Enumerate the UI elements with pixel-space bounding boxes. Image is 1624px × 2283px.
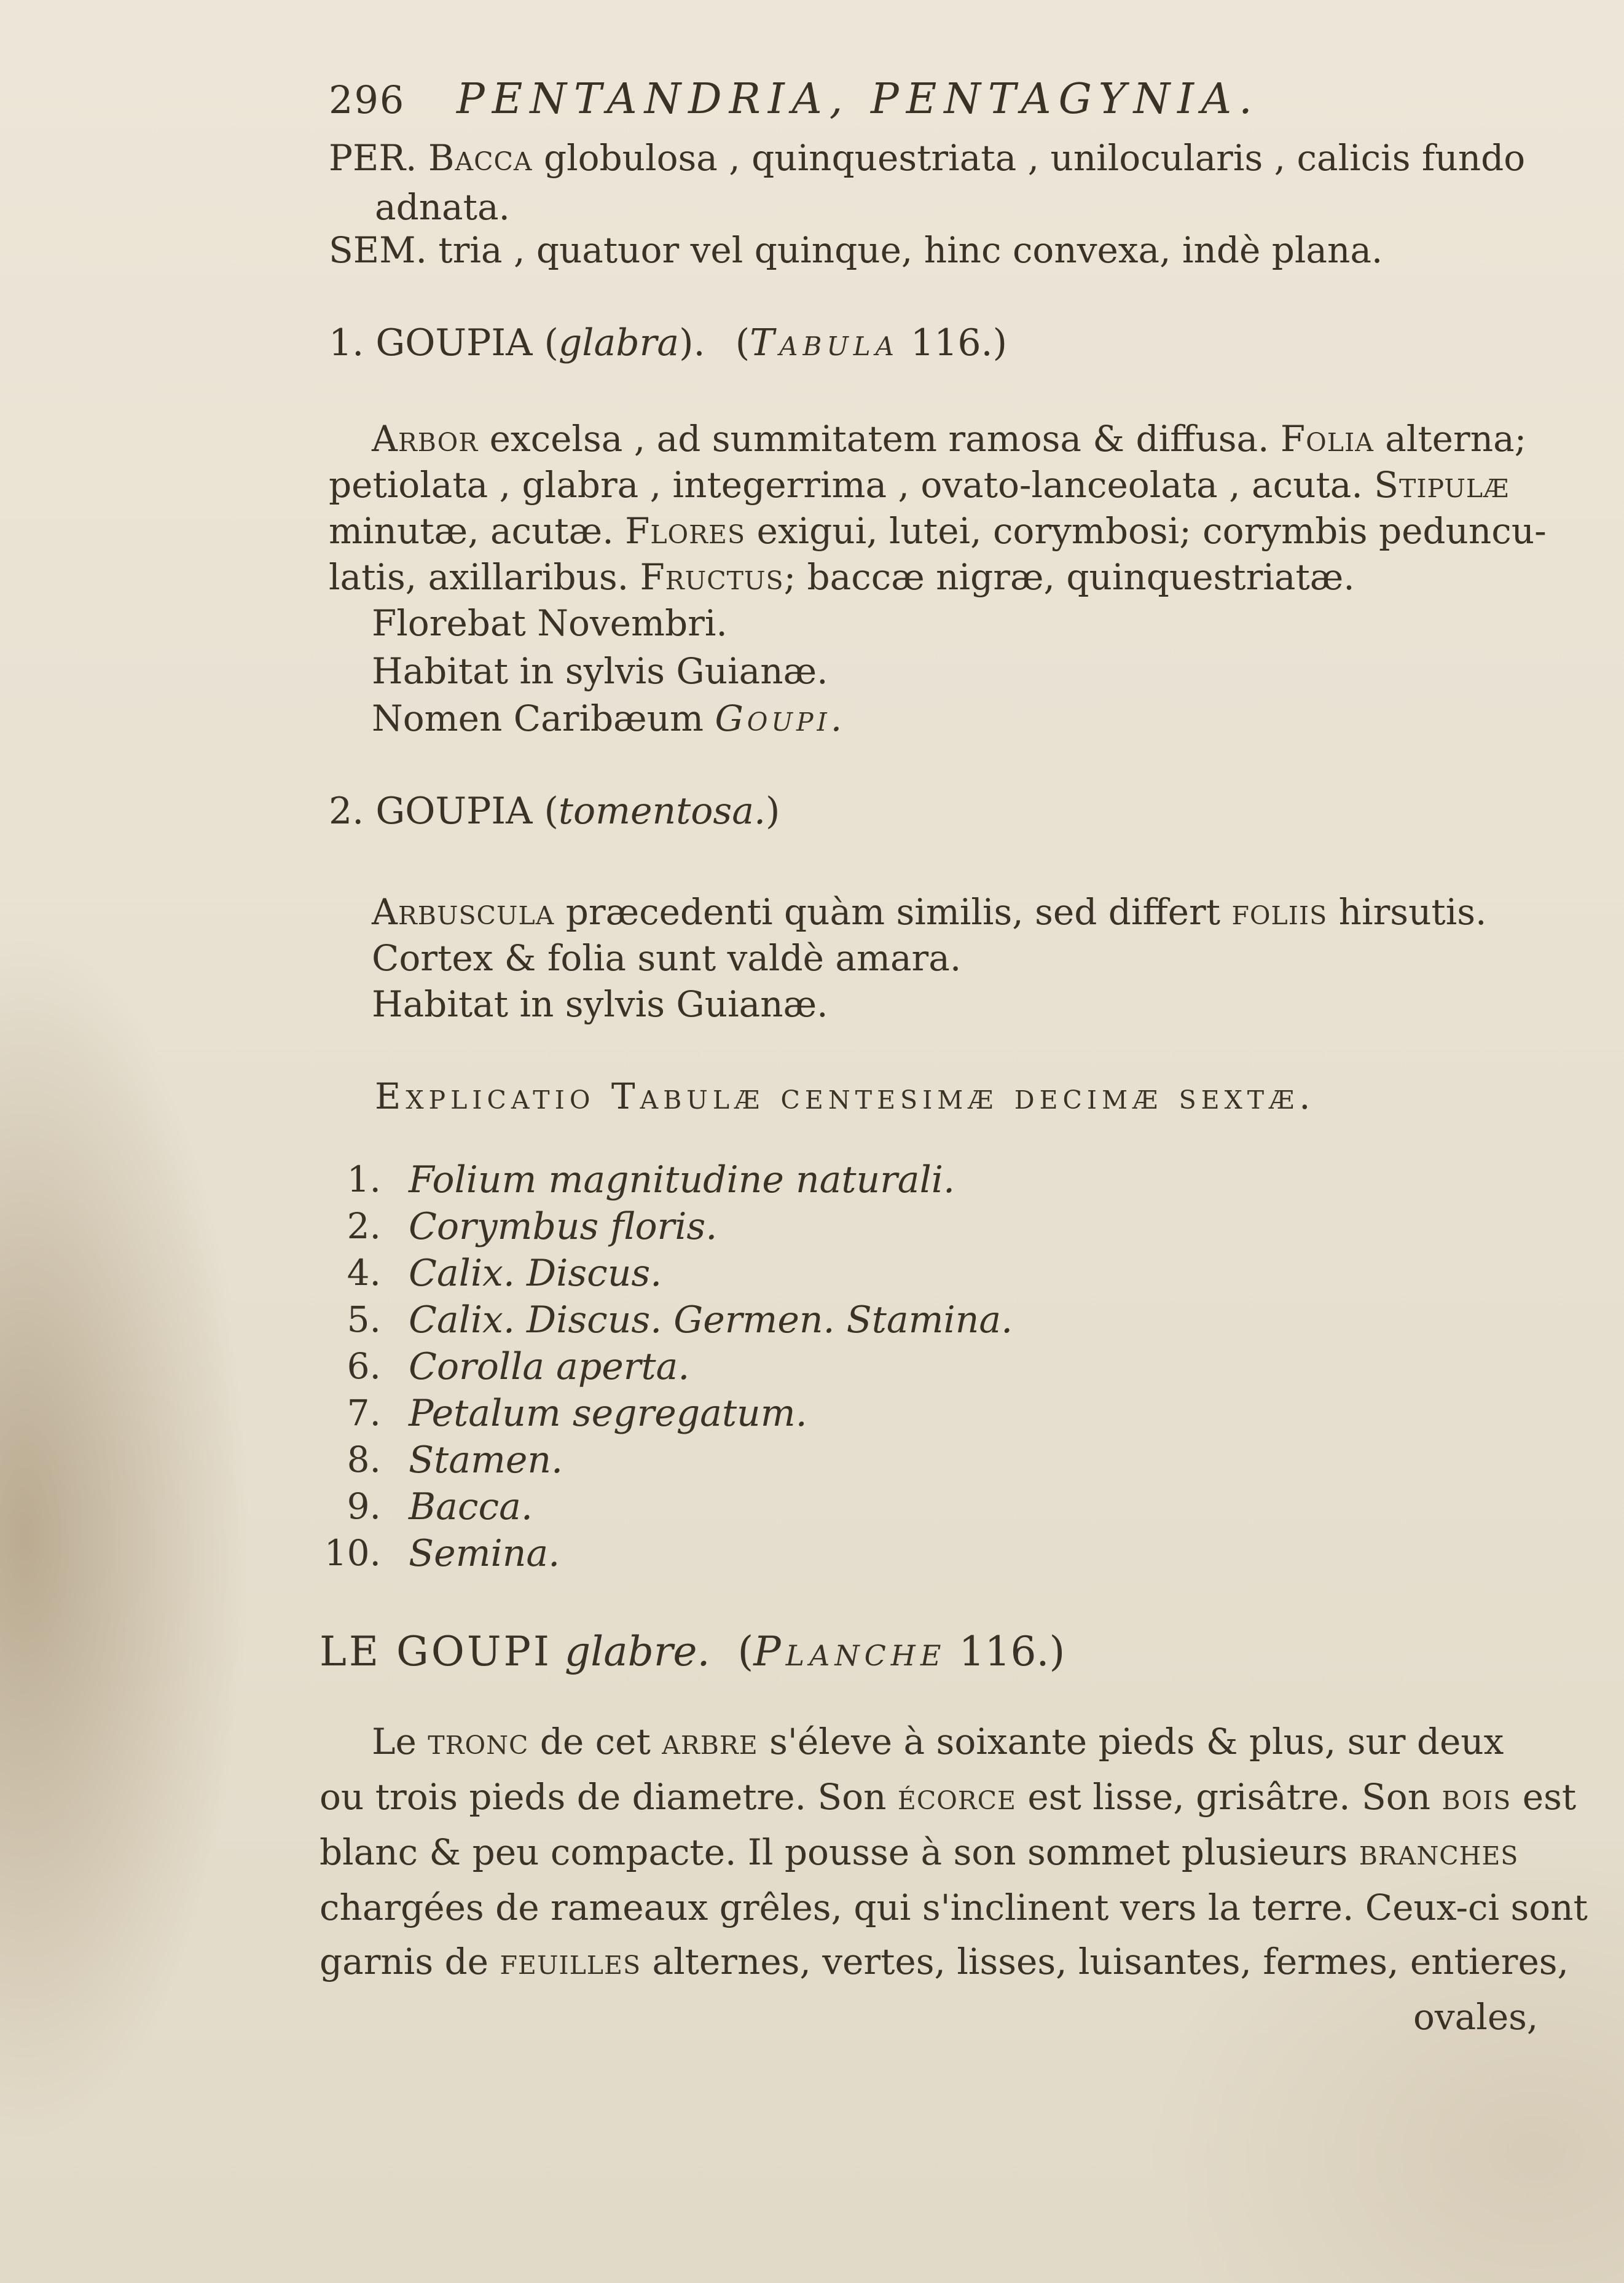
desc-text: Cortex & folia sunt valdè amara. (372, 937, 962, 979)
sc-feuilles: feuilles (500, 1941, 641, 1982)
running-head (329, 75, 1260, 124)
legend-number: 6. (347, 1345, 381, 1387)
sc-stipulae: Stipulæ (1374, 464, 1510, 506)
per-line (329, 137, 1526, 179)
legend-text: Calix. Discus. Germen. Stamina. (409, 1299, 1013, 1342)
legend-number: 9. (347, 1485, 381, 1527)
species2-desc-line-3 (372, 983, 828, 1025)
desc-text: s'éleve à soixante pieds & plus, sur deux (769, 1721, 1504, 1762)
desc-text: alterna; (1385, 418, 1527, 460)
desc-text: petiolata , glabra , integerrima , ovato-lanceolata , acuta. (329, 464, 1363, 506)
desc-text: ; baccæ nigræ, quinquestriatæ. (783, 556, 1355, 598)
french-line-4 (320, 1887, 1588, 1928)
per-bacca: Bacca (428, 137, 533, 179)
french-title-epithet: glabre. (564, 1628, 710, 1675)
french-plate-label: Planche (753, 1628, 946, 1675)
desc-text: chargées de rameaux grêles, qui s'inclinent vers la terre. Ceux-ci sont (320, 1887, 1588, 1928)
florebat-text: Florebat Novembri. (372, 602, 728, 644)
species1-name: 1. GOUPIA (329, 321, 533, 364)
legend-text: Calix. Discus. (409, 1252, 662, 1295)
sc-tronc: tronc (428, 1721, 529, 1762)
french-line-1 (372, 1721, 1504, 1762)
page-title: PENTANDRIA, PENTAGYNIA. (456, 75, 1260, 124)
legend-text: Bacca. (409, 1485, 533, 1528)
french-plate-num: 116. (959, 1628, 1049, 1675)
species1-plate-label: Tabula (750, 321, 899, 364)
french-heading: LE GOUPI glabre. (Planche 116.) (320, 1628, 1065, 1675)
catchword-text: ovales, (1413, 1996, 1539, 2038)
species2-desc-line-2 (372, 937, 962, 979)
desc-text: ou trois pieds de diametre. Son (320, 1776, 887, 1818)
french-title-name: LE GOUPI (320, 1628, 552, 1675)
species1-desc-line-1 (372, 418, 1527, 460)
desc-text: Le (372, 1721, 417, 1762)
legend-number: 7. (347, 1392, 381, 1434)
species1-habitat (372, 650, 828, 692)
species2-epithet: tomentosa. (558, 790, 766, 833)
sc-fructus: Fructus (640, 556, 784, 598)
desc-text: præcedenti quàm similis, sed differt (565, 891, 1221, 933)
species1-florebat (372, 602, 728, 644)
species1-desc-line-3 (329, 510, 1547, 552)
species2-name: 2. GOUPIA (329, 790, 533, 833)
nomen-name: Goupi. (715, 697, 846, 739)
desc-text: hirsutis. (1338, 891, 1487, 933)
species1-desc-line-4 (329, 556, 1355, 598)
legend-text: Corymbus floris. (409, 1205, 718, 1248)
french-line-3 (320, 1831, 1519, 1873)
legend-number: 1. (347, 1158, 381, 1200)
legend-number: 2. (347, 1205, 381, 1247)
desc-text: alternes, vertes, lisses, luisantes, fermes, entieres, (652, 1941, 1569, 1982)
sc-folia: Folia (1280, 418, 1374, 460)
desc-text: exigui, lutei, corymbosi; corymbis peduncu- (756, 510, 1547, 552)
legend-number: 5. (347, 1299, 381, 1340)
legend-text: Stamen. (409, 1439, 563, 1482)
desc-text: de cet (539, 1721, 651, 1762)
sc-arbuscula: Arbuscula (372, 891, 555, 933)
nomen-text: Nomen Caribæum (372, 697, 704, 739)
catchword (1413, 1996, 1539, 2038)
explicatio-title: Explicatio Tabulæ centesimæ decimæ sextæ. (375, 1075, 1316, 1117)
sc-branches: branches (1359, 1831, 1519, 1873)
french-line-2 (320, 1776, 1577, 1818)
page-number: 296 (329, 77, 406, 122)
species1-plate-num: 116. (911, 321, 993, 364)
species2-heading: 2. GOUPIA (tomentosa.) (329, 790, 780, 833)
sem-line (329, 229, 1383, 271)
legend-number: 10. (324, 1532, 381, 1574)
sc-bois: bois (1442, 1776, 1512, 1818)
legend-text: Petalum segregatum. (409, 1392, 807, 1435)
desc-text: latis, axillaribus. (329, 556, 629, 598)
legend-text: Folium magnitudine naturali. (409, 1158, 955, 1201)
species2-desc-line-1 (372, 891, 1487, 933)
sc-ecorce: écorce (897, 1776, 1016, 1818)
species1-desc-line-2 (329, 464, 1510, 506)
desc-text: est lisse, grisâtre. Son (1027, 1776, 1431, 1818)
desc-text: blanc & peu compacte. Il pousse à son sommet plusieurs (320, 1831, 1348, 1873)
legend-number: 4. (347, 1252, 381, 1294)
sc-arbor: Arbor (372, 418, 479, 460)
desc-text: garnis de (320, 1941, 488, 1982)
french-line-5 (320, 1941, 1569, 1982)
legend-text: Corolla aperta. (409, 1345, 690, 1388)
explicatio-heading (375, 1075, 1316, 1117)
desc-text: excelsa , ad summitatem ramosa & diffusa. (489, 418, 1269, 460)
sc-flores: Flores (625, 510, 746, 552)
sem-label: SEM. (329, 229, 427, 271)
per-label: PER. (329, 137, 417, 179)
desc-text: minutæ, acutæ. (329, 510, 614, 552)
desc-text: Habitat in sylvis Guianæ. (372, 983, 828, 1025)
per-line-2 (375, 186, 510, 228)
sc-arbre: arbre (662, 1721, 758, 1762)
legend-number: 8. (347, 1439, 381, 1480)
desc-text: est (1522, 1776, 1577, 1818)
species1-nomen (372, 697, 846, 739)
per-text-2: adnata. (375, 186, 510, 228)
species1-epithet: glabra (558, 321, 680, 364)
legend-text: Semina. (409, 1532, 560, 1575)
sem-text: tria , quatuor vel quinque, hinc convexa, indè plana. (438, 229, 1383, 271)
sc-foliis: foliis (1231, 891, 1328, 933)
per-text: globulosa , quinquestriata , unilocularis , calicis fundo (543, 137, 1526, 179)
species1-heading: 1. GOUPIA (glabra). (Tabula 116.) (329, 321, 1008, 364)
habitat-text: Habitat in sylvis Guianæ. (372, 650, 828, 692)
